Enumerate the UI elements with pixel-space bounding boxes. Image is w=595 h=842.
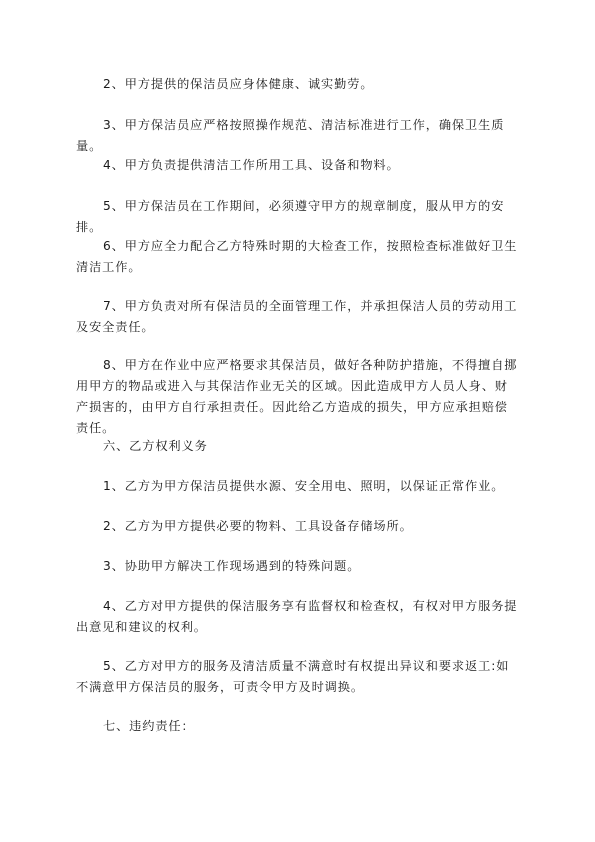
clause-item-2: 2、甲方提供的保洁员应身体健康、诚实勤劳。: [103, 77, 374, 91]
clause-item-4: 4、甲方负责提供清洁工作所用工具、设备和物料。: [103, 158, 400, 172]
clause-item-7: 7、甲方负责对所有保洁员的全面管理工作，并承担保洁人员的劳动用工及安全责任。: [76, 299, 518, 334]
section-heading-7: 七、违约责任：: [103, 719, 195, 733]
rights-item-1: 1、乙方为甲方保洁员提供水源、安全用电、照明，以保证正常作业。: [103, 479, 505, 493]
clause-item-3: 3、甲方保洁员应严格按照操作规范、清洁标准进行工作，确保卫生质量。: [76, 118, 505, 153]
rights-item-3: 3、协助甲方解决工作现场遇到的特殊问题。: [103, 559, 361, 573]
rights-item-2: 2、乙方为甲方提供必要的物料、工具设备存储场所。: [103, 519, 413, 533]
clause-item-8: 8、甲方在作业中应严格要求其保洁员，做好各种防护措施，不得擅自挪用甲方的物品或进入与其保洁作业无关的区域。因此造成甲方人员人身、财产损害的，由甲方自行承担责任。因此给乙方造成的损失，甲方应承担赔偿责任。: [76, 358, 518, 435]
rights-item-5: 5、乙方对甲方的服务及清洁质量不满意时有权提出异议和要求返工:如不满意甲方保洁员的服务，可责令甲方及时调换。: [76, 659, 510, 694]
clause-item-5: 5、甲方保洁员在工作期间，必须遵守甲方的规章制度，服从甲方的安排。: [76, 199, 505, 234]
rights-item-4: 4、乙方对甲方提供的保洁服务享有监督权和检查权，有权对甲方服务提出意见和建议的权利。: [76, 599, 518, 634]
clause-item-6: 6、甲方应全力配合乙方特殊时期的大检查工作，按照检查标准做好卫生清洁工作。: [76, 239, 518, 274]
section-heading-6: 六、乙方权利义务: [103, 439, 208, 453]
